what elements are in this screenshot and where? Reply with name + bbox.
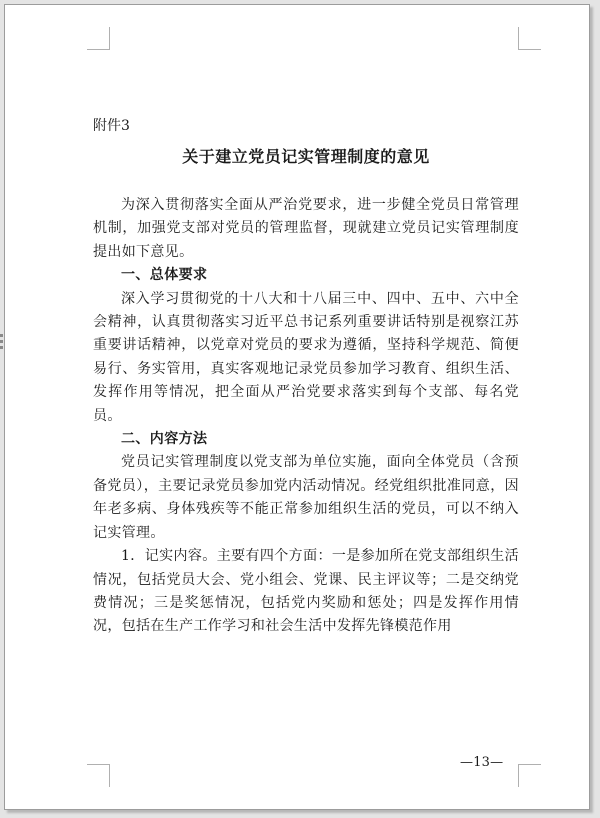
section-heading-content-methods: 二、内容方法 <box>121 431 208 448</box>
item-paragraph-record-content: 1．记实内容。主要有四个方面：一是参加所在党支部组织生活情况，包括党员大会、党小组会、党课、民主评议等；二是交纳党费情况；三是奖惩情况，包括党内奖励和惩处；四是发挥作用情况，包括在生产工作学习和社会生活中发挥先锋模范作用 <box>93 548 519 635</box>
attachment-label: 附件3 <box>93 118 130 134</box>
crop-mark-bottom-left <box>87 764 110 787</box>
document-title: 关于建立党员记实管理制度的意见 <box>182 147 430 166</box>
crop-mark-bottom-right <box>518 764 541 787</box>
page-number: —13— <box>460 755 504 770</box>
viewer-left-edge <box>0 0 3 818</box>
intro-paragraph: 为深入贯彻落实全面从严治党要求，进一步健全党员日常管理机制，加强党支部对党员的管理监督，现就建立党员记实管理制度提出如下意见。 <box>93 197 519 260</box>
section-heading-general-requirements: 一、总体要求 <box>121 267 208 284</box>
crop-mark-top-left <box>87 27 110 50</box>
document-body <box>93 194 519 639</box>
document-page <box>4 4 590 810</box>
page-content <box>93 116 519 639</box>
section-paragraph-general-requirements: 深入学习贯彻党的十八大和十八届三中、四中、五中、六中全会精神，认真贯彻落实习近平总书记系列重要讲话特别是视察江苏重要讲话精神，以党章对党员的要求为遵循，坚持科学规范、简便易行、务实管用，真实客观地记录党员参加学习教育、组织生活、发挥作用等情况，把全面从严治党要求落实到每个支部、每名党员。 <box>93 290 519 424</box>
section-paragraph-content-methods: 党员记实管理制度以党支部为单位实施，面向全体党员（含预备党员），主要记录党员参加党内活动情况。经党组织批准同意，因年老多病、身体残疾等不能正常参加组织生活的党员，可以不纳入记实管理。 <box>93 454 519 541</box>
crop-mark-top-right <box>518 27 541 50</box>
